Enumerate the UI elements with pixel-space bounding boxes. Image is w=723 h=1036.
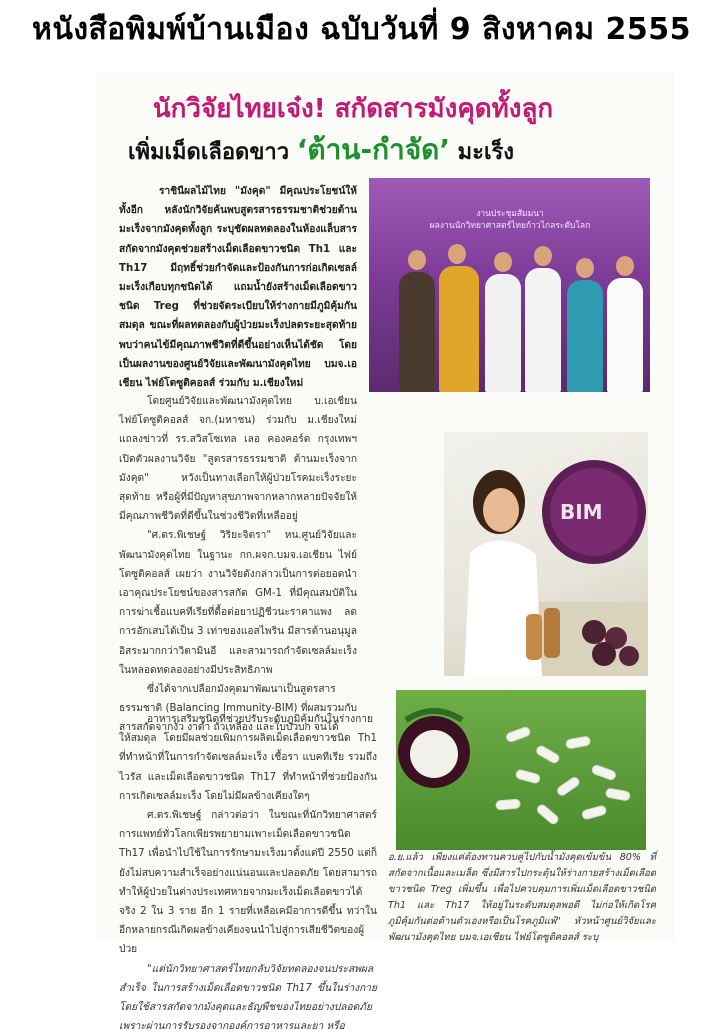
headline-line-2: [128, 128, 568, 172]
headline-accent: ‘ต้าน-กำจัด’: [296, 133, 450, 166]
newspaper-masthead: หนังสือพิมพ์บ้านเมือง ฉบับวันที่ 9 สิงหาคม 2555: [32, 12, 691, 47]
body-paragraph: อาหารเสริมชนิดที่ช่วยปรับระดับภูมิคุ้มกันในร่างกายให้สมดุล โดยมีผลช่วยเพิ่มการผลิตเม็ดเลือดขาวชนิด Th1 ที่ทำหน้าที่ในการกำจัดเซลล์มะเร็ง เชื้อรา แบคทีเรีย รวมถึงไวรัส และเม็ดเลือดขาวชนิด Th17 ที่ทำหน้าที่ช่วยป้องกันการเกิดเซลล์มะเร็ง โดยไม่มีผลข้างเคียงใดๆ: [119, 714, 377, 802]
lead-text: ราชินีผลไม้ไทย "มังคุด" มีคุณประโยชน์ให้ทั้งอีก หลังนักวิจัยค้นพบสูตรสารธรรมชาติช่วยต้านมะเร็งจากมังคุดทั้งลูก ระบุชัดผลทดลองในห้องแล็บสารสกัดจากมังคุดช่วยสร้างเม็ดเลือดขาวชนิด Th1 และ Th17 มีฤทธิ์ช่วยกำจัดและป้องกันการก่อเกิดเซลล์มะเร็งเกือบทุกชนิดได้ แถมน้ำยังสร้างเม็ดเลือดขาวชนิด Treg ที่ช่วยจัดระเบียบให้ร่างกายมีภูมิคุ้มกันสมดุล ขณะที่ผลทดลองกับผู้ป่วยมะเร็งปลดระยะสุดท้าย พบว่าคนไข้มีคุณภาพชีวิตที่ดีขึ้นอย่างเห็นได้ชัด โดยเป็นผลงานของศูนย์วิจัยและพัฒนามังคุดไทย บมจ.เอเชียน ไฟย์โตซูติคอลส์ ร่วมกับ ม.เชียงใหม่: [119, 186, 357, 390]
bim-logo: BIM: [560, 500, 603, 524]
body-paragraph: "ศ.ดร.พิเชษฐ์ วิริยะจิตรา" หน.ศูนย์วิจัยและพัฒนามังคุดไทย ในฐานะ กก.ผจก.บมจ.เอเชียน ไฟย์โตซูติคอลส์ เผยว่า งานวิจัยดังกล่าวเป็นการต่อยอดนำเอาคุณประโยชน์ของสารสกัด GM-1 ที่มีคุณสมบัติในการฆ่าเชื้อแบคทีเรียที่ดื้อต่อยาปฏิชีวนะราคาแพง ลดการอักเสบได้เป็น 3 เท่าของแอสไพริน มีสารต้านอนุมูลอิสระมากกว่าวิตามินอี และสามารถกำจัดเซลล์มะเร็งในหลอดทดลองอย่างมีประสิทธิภาพ: [119, 530, 357, 676]
presenter-illustration: [444, 432, 648, 676]
headline-line-2-end: มะเร็ง: [457, 140, 515, 165]
quote-paragraph: "แต่นักวิทยาศาสตร์ไทยกลับวิจัยทดลองจนประสพผลสำเร็จ ในการสร้างเม็ดเลือดขาวชนิด Th17 ขึ้นในร่างกาย โดยใช้สารสกัดจากมังคุดและธัญพืชของไทยอย่างปลอดภัย เพราะผ่านการรับรองจากองค์การอาหารและยา หรือ: [119, 963, 377, 1033]
person-figure: [485, 274, 521, 392]
person-figure: [399, 272, 435, 392]
stage-banner: [395, 208, 625, 232]
product-presenter-photo: [444, 432, 648, 676]
body-paragraph: โดยศูนย์วิจัยและพัฒนามังคุดไทย บ.เอเชียน ไฟย์โตซูติคอลส์ จก.(มหาชน) ร่วมกับ ม.เชียงใหม่ แถลงข่าวที่ รร.สวิสโซเทล เลอ คองคอร์ด กรุงเทพฯ เปิดตัวผลงานวิจัย "สูตรสารธรรมชาติ ต้านมะเร็งจากมังคุด" หวังเป็นทางเลือกให้ผู้ป่วยโรคมะเร็งระยะสุดท้าย หรือผู้ที่มีปัญหาสุขภาพจากหลากหลายปัจจัยให้มีคุณภาพชีวิตที่ดีขึ้นในช่วงชีวิตที่เหลืออยู่: [119, 396, 357, 523]
mangosteen-capsules-photo: [396, 690, 646, 850]
mangosteen-illustration: [396, 690, 646, 850]
lead-paragraph: [119, 182, 357, 393]
article-column-1: [119, 392, 357, 738]
person-figure: [525, 268, 561, 392]
photo-caption: อ.ย.แล้ว เพียงแค่ต้องทานควบคู่ไปกับน้ำมังคุดเข้มข้น 80% ที่สกัดจากเนื้อและเมล็ด ซึ่งมีสารไปกระตุ้นให้ร่างกายสร้างเม็ดเลือดขาวชนิด Treg เพิ่มขึ้น เพื่อไปควบคุมการเพิ่มเม็ดเลือดขาวชนิด Th1 และ Th17 ให้อยู่ในระดับสมดุลพอดี ไม่ก่อให้เกิดโรคภูมิคุ้มกันต่อต้านตัวเองหรือเป็นโรคภูมิแพ้" หัวหน้าศูนย์วิจัยและพัฒนามังคุดไทย บมจ.เอเชียน ไฟย์โตซูติคอลส์ ระบุ: [388, 852, 656, 943]
person-figure: [567, 280, 603, 392]
headline-line-1: นักวิจัยไทยเจ๋ง! สกัดสารมังคุดทั้งลูก: [152, 94, 554, 124]
body-paragraph: ซึ่งได้จากเปลือกมังคุดมาพัฒนาเป็นสูตรสารธรรมชาติ (Balancing Immunity-BIM) ที่ผสมรวมกับสารสกัดจากงัว งาดำ ถั่วเหลือง และใบบัวบก จนได้: [119, 684, 357, 734]
person-figure: [439, 266, 479, 392]
headline-line-2-start: เพิ่มเม็ดเลือดขาว: [128, 140, 290, 165]
body-paragraph: ศ.ดร.พิเชษฐ์ กล่าวต่อว่า ในขณะที่นักวิทยาศาสตร์การแพทย์ทั่วโลกเพียรพยายามเพาะเม็ดเลือดขาวชนิด Th17 เพื่อนำไปใช้ในการรักษามะเร็งมาตั้งแต่ปี 2550 แต่ก็ยังไม่สบความสำเร็จอย่างแน่นอนและปลอดภัย โดยสามารถทำให้ผู้ป่วยในต่างประเทศหายจากมะเร็งเม็ดเลือดขาวได้จริง 2 ใน 3 ราย อีก 1 รายที่เหลือเคมีอาการดีขึ้น ทว่าในอีกหลายกรณีเกิดผลข้างเคียงจนนำไปสู่การเสียชีวิตของผู้ป่วย: [119, 810, 377, 956]
article-column-2: [119, 710, 377, 1036]
person-figure: [607, 278, 643, 392]
banner-line-2: ผลงานนักวิทยาศาสตร์ไทยก้าวไกลระดับโลก: [429, 221, 591, 231]
press-conference-photo: [369, 178, 650, 392]
banner-line-1: งานประชุมสัมมนา: [476, 209, 544, 219]
